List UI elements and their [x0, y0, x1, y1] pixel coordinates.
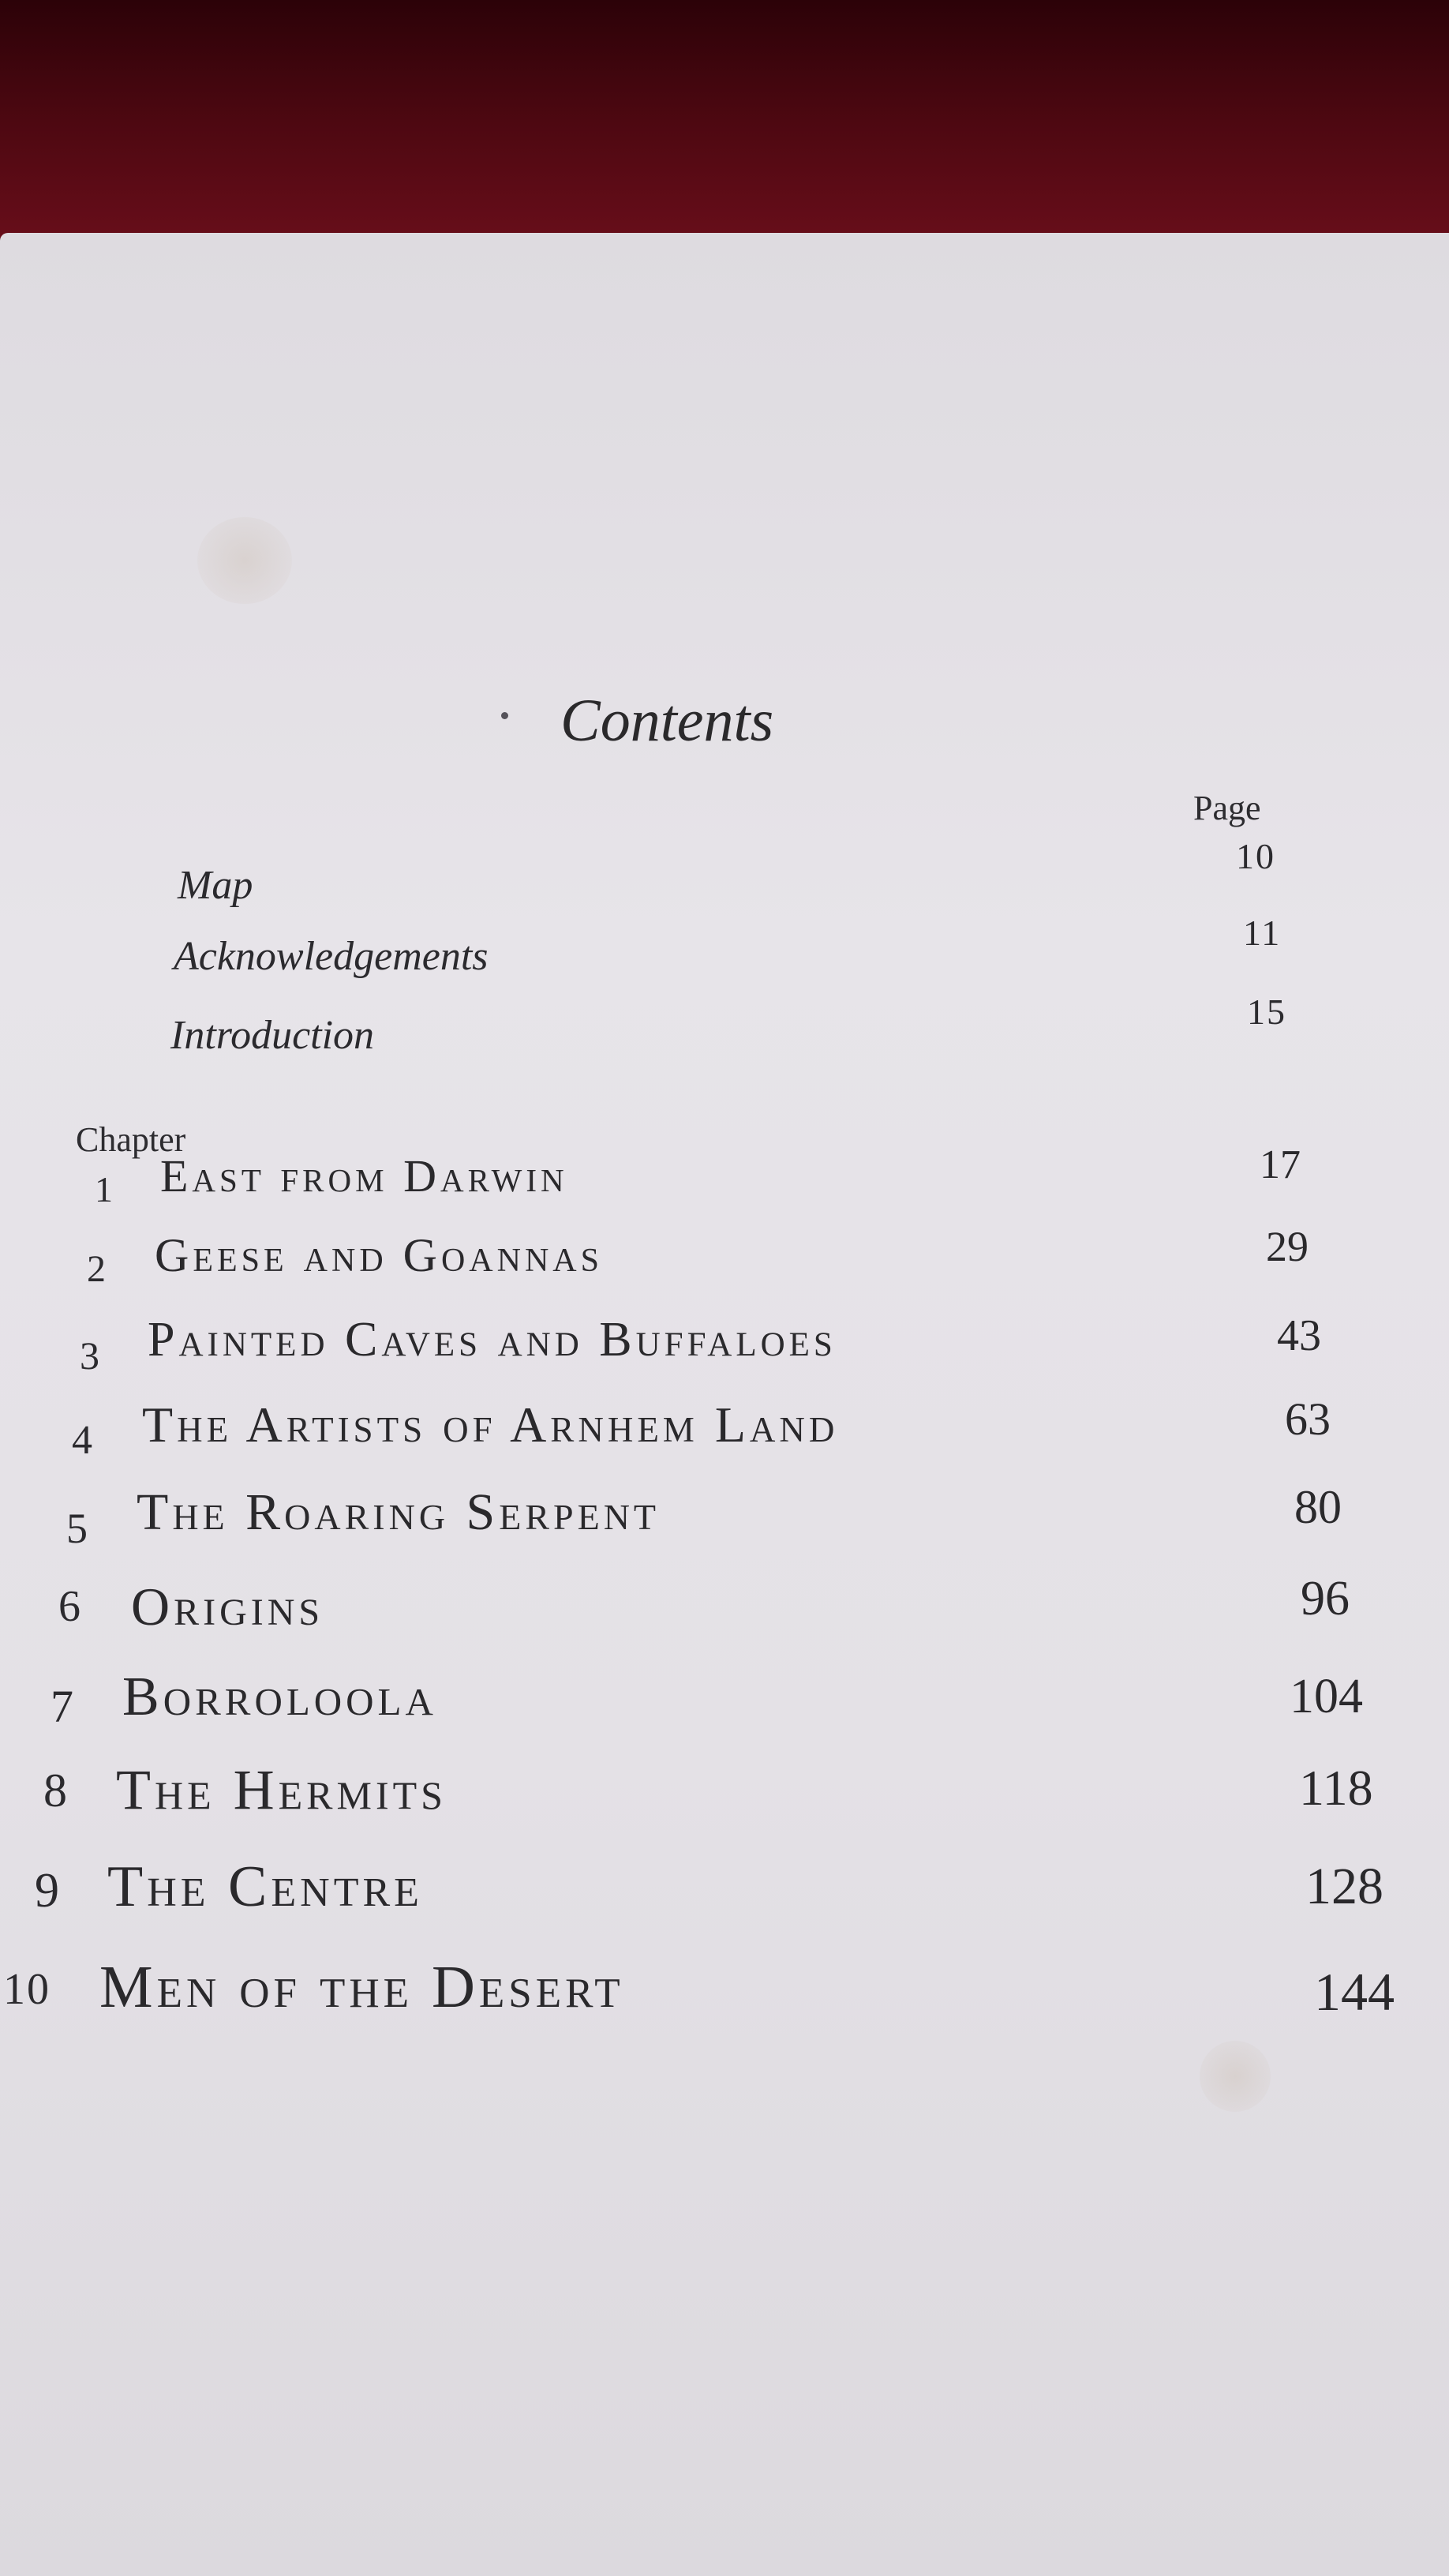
chapter-title: Men of the Desert	[99, 1954, 624, 2020]
chapter-number: 1	[95, 1169, 113, 1209]
chapter-page: 17	[1260, 1142, 1301, 1187]
chapter-number: 7	[51, 1681, 73, 1732]
chapter-column-label: Chapter	[76, 1120, 186, 1159]
chapter-page: 80	[1294, 1481, 1342, 1533]
chapter-title: East from Darwin	[160, 1150, 568, 1202]
chapter-title: Painted Caves and Buffaloes	[148, 1313, 837, 1367]
chapter-page: 29	[1266, 1223, 1309, 1270]
chapter-title: The Centre	[107, 1854, 423, 1919]
chapter-page: 96	[1301, 1572, 1350, 1625]
chapter-number: 9	[35, 1864, 59, 1918]
front-matter-map: Map	[178, 863, 253, 908]
chapter-title: Geese and Goannas	[155, 1229, 603, 1281]
front-matter-acknowledgements-page: 11	[1243, 913, 1282, 953]
chapter-page: 144	[1314, 1962, 1395, 2022]
chapter-page: 43	[1277, 1311, 1321, 1360]
chapter-number: 5	[66, 1505, 88, 1552]
chapter-title: Borroloola	[122, 1667, 437, 1727]
chapter-page: 128	[1305, 1858, 1383, 1915]
chapter-page: 118	[1299, 1760, 1373, 1816]
chapter-title: The Artists of Arnhem Land	[142, 1397, 839, 1453]
front-matter-introduction: Introduction	[170, 1013, 375, 1058]
chapter-page: 63	[1285, 1393, 1331, 1445]
chapter-title: Origins	[131, 1577, 324, 1637]
page-title: Contents	[560, 688, 774, 754]
chapter-number: 8	[43, 1764, 67, 1817]
page-smudge	[1200, 2041, 1271, 2112]
front-matter-map-page: 10	[1236, 836, 1275, 876]
front-matter-introduction-page: 15	[1247, 992, 1286, 1032]
chapter-number: 3	[80, 1333, 99, 1378]
chapter-number: 6	[58, 1582, 80, 1631]
chapter-number: 10	[3, 1965, 51, 2014]
title-dot	[501, 712, 508, 719]
chapter-page: 104	[1290, 1670, 1363, 1723]
page-column-label: Page	[1193, 789, 1261, 827]
book-cover-edge	[0, 0, 1449, 268]
chapter-title: The Hermits	[116, 1758, 447, 1821]
chapter-number: 2	[87, 1248, 106, 1290]
chapter-number: 4	[72, 1418, 92, 1463]
page-smudge	[197, 517, 292, 604]
front-matter-acknowledgements: Acknowledgements	[174, 934, 489, 979]
chapter-title: The Roaring Serpent	[137, 1483, 661, 1541]
